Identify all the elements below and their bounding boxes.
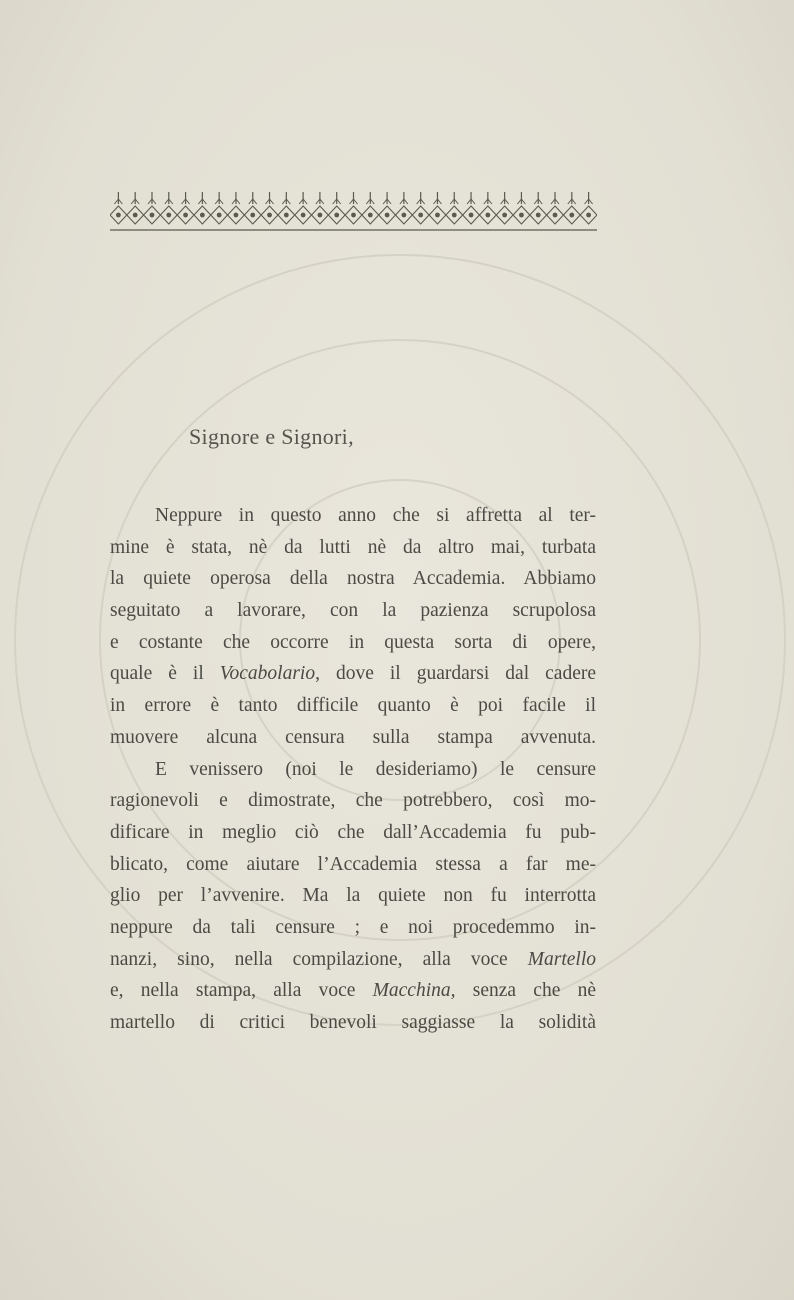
line-text: glio per l’avvenire. Ma la quiete non fu interrotta (110, 885, 596, 907)
ornament-motif (295, 192, 312, 224)
italic-term: Vocabolario (219, 663, 316, 685)
ornament-motif (328, 192, 345, 224)
body-text (110, 500, 596, 1039)
text-line (110, 849, 596, 881)
text-line (110, 817, 596, 849)
ornament-motif (479, 192, 496, 224)
line-text: muovere alcuna censura sulla stampa avvenuta. (110, 726, 596, 748)
ornament-motif (312, 192, 329, 224)
ornament-motif (429, 192, 446, 224)
line-text: e costante che occorre in questa sorta di opere, (110, 631, 596, 653)
line-text: martello di critici benevoli saggiasse la solidità (110, 1012, 596, 1033)
text-line (110, 563, 596, 595)
italic-term: Martello (527, 948, 596, 970)
text-line (110, 944, 596, 976)
ornament-motif (412, 192, 429, 224)
line-text: e, nella stampa, alla voce (110, 980, 373, 1002)
ornament-motif (496, 192, 513, 224)
ornament-motif (362, 192, 379, 224)
line-text: E venissero (noi le desideriamo) le censure (155, 758, 596, 780)
ornament-motif (278, 192, 295, 224)
ornament-motif (228, 192, 245, 224)
ornament-motif (379, 192, 396, 224)
line-text: nanzi, sino, nella compilazione, alla voce (110, 948, 528, 970)
ornament-motif (211, 192, 228, 224)
ornament-motif (463, 192, 480, 224)
ornament-motif (580, 192, 597, 224)
ornament-motif (345, 192, 362, 224)
text-line (110, 754, 596, 786)
salutation-heading: Signore e Signori, (189, 424, 354, 449)
line-text: dificare in meglio ciò che dall’Accademia fu pub- (110, 821, 596, 843)
line-text: la quiete operosa della nostra Accademia. Abbiamo (110, 568, 596, 590)
line-text: , dove il guardarsi dal cadere (315, 663, 596, 685)
text-line (110, 595, 596, 627)
ornament-motif (530, 192, 547, 224)
ornament-motif (547, 192, 564, 224)
ornament-motif (110, 192, 127, 224)
text-line (110, 975, 596, 1007)
line-text: seguitato a lavorare, con la pazienza scrupolosa (110, 600, 596, 622)
ornament-motif (513, 192, 530, 224)
line-text: quale è il (110, 663, 220, 685)
ornament-motif (244, 192, 261, 224)
line-text: neppure da tali censure ; e noi procedemmo in- (110, 916, 596, 938)
text-line (110, 532, 596, 564)
text-line (110, 785, 596, 817)
line-text: mine è stata, nè da lutti nè da altro mai, turbata (110, 536, 596, 558)
text-line (110, 690, 596, 722)
line-text: ragionevoli e dimostrate, che potrebbero, così mo- (110, 790, 596, 812)
line-text: in errore è tanto difficile quanto è poi facile il (110, 695, 596, 717)
ornament-motif (395, 192, 412, 224)
text-line (110, 880, 596, 912)
ornament-band (110, 188, 597, 232)
line-text: blicato, come aiutare l’Accademia stessa a far me- (110, 853, 596, 875)
text-line (110, 500, 596, 532)
text-line (110, 722, 596, 754)
italic-term: Macchina, (372, 980, 456, 1002)
ornament-motif (127, 192, 144, 224)
text-line (110, 1007, 596, 1039)
ornament-motif (563, 192, 580, 224)
ornament-motif (446, 192, 463, 224)
ornament-motif (144, 192, 161, 224)
text-line (110, 627, 596, 659)
ornament-motif (160, 192, 177, 224)
line-text: Neppure in questo anno che si affretta al ter- (155, 505, 596, 526)
ornament-motif (194, 192, 211, 224)
text-line (110, 658, 596, 690)
ornament-motif (177, 192, 194, 224)
line-text: senza che nè (455, 980, 596, 1002)
text-line (110, 912, 596, 944)
ornament-motif (261, 192, 278, 224)
